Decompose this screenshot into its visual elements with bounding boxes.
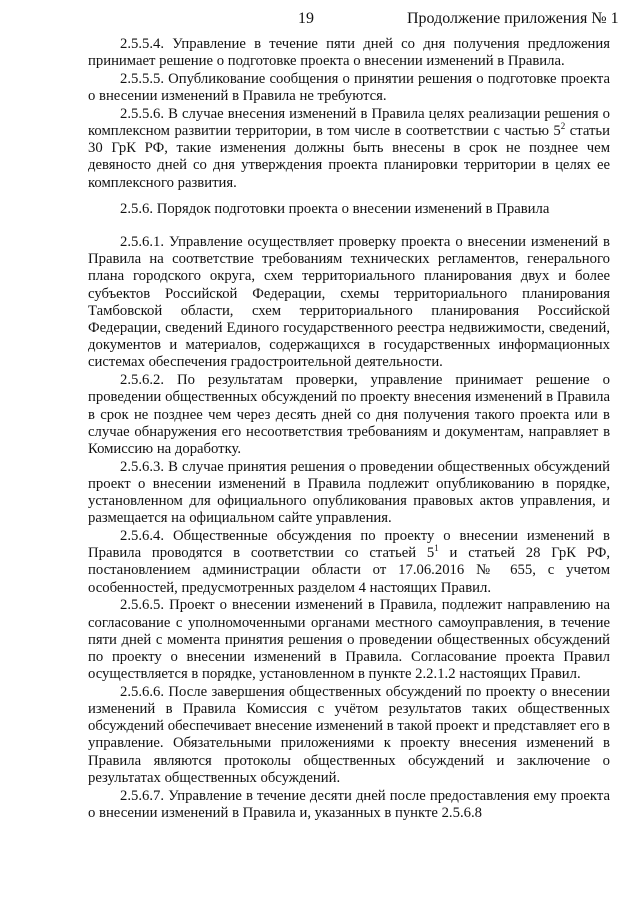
document-body — [88, 36, 610, 822]
section-heading-2-5-6: 2.5.6. Порядок подготовки проекта о внесении изменений в Правила — [120, 200, 550, 217]
paragraph-2-5-6-4-text-b: и статьей 28 ГрК РФ, постановлением администрации области от 17.06.2016 № 655, с учетом особенностей, предусмотренных разделом 4 настоящих Правил. — [88, 545, 610, 596]
paragraph-2-5-6-7: 2.5.6.7. Управление в течение десяти дней после предоставления ему проекта о внесении изменений в Правила и, указанных в пункте 2.5.6.8 — [88, 787, 610, 821]
paragraph-2-5-5-6 — [88, 106, 610, 192]
paragraph-2-5-6-3: 2.5.6.3. В случае принятия решения о проведении общественных обсуждений проект о внесении изменений в Правила подлежит опубликованию в порядке, установленном для официального опубликования правовых актов управления, и размещается на официальном сайте управления. — [88, 458, 610, 527]
paragraph-2-5-6-5: 2.5.6.5. Проект о внесении изменений в Правила, подлежит направлению на согласование с уполномоченными органами местного самоуправления, в течение пяти дней с момента принятия решения о проведении общественных обсуждений по проекту о внесении изменений в Правила. Согласование проекта Правил осуществляется в порядке, установленном в пункте 2.2.1.2 настоящих Правил. — [88, 597, 610, 683]
paragraph-2-5-6-4 — [88, 528, 610, 597]
page-number: 19 — [298, 10, 314, 27]
paragraph-2-5-6-1: 2.5.6.1. Управление осуществляет проверку проекта о внесении изменений в Правила на соответствие требованиям технических регламентов, генерального плана городского округа, схем территориального планирования двух и более субъектов Российской Федерации, схемы территориального планирования Тамбовской области, схем территориального планирования Российской Федерации, сведений Единого государственного реестра недвижимости, сведений, документов и материалов, содержащихся в государственных информационных системах обеспечения градостроительной деятельности. — [88, 234, 610, 371]
paragraph-2-5-6-2: 2.5.6.2. По результатам проверки, управление принимает решение о проведении общественных обсуждений по проекту внесения изменений в Правила в срок не позднее чем через десять дней со дня получения такого проекта или в случае обнаружения его несоответствия требованиям и документам, направляет в Комиссию на доработку. — [88, 372, 610, 457]
paragraph-2-5-5-6-text-b: статьи 30 ГрК РФ, такие изменения должны быть внесены в срок не позднее чем девяносто дней со дня утверждения проекта планировки территории в целях ее комплексного развития. — [88, 123, 610, 191]
paragraph-2-5-6-4-text-a: 2.5.6.4. Общественные обсуждения по проекту о внесении изменений в Правила проводятся в соответствии со статьей 5 — [88, 527, 610, 562]
superscript-2: 2 — [560, 121, 566, 132]
paragraph-2-5-5-4: 2.5.5.4. Управление в течение пяти дней со дня получения предложения принимает решение о подготовке проекта о внесении изменений в Правила. — [88, 36, 610, 70]
paragraph-2-5-5-6-text-a: 2.5.5.6. В случае внесения изменений в Правила целях реализации решения о комплексном развитии территории, в том числе в соответствии с частью 5 — [88, 105, 610, 140]
paragraph-2-5-6-6: 2.5.6.6. После завершения общественных обсуждений по проекту о внесении изменений в Правила Комиссия с учётом результатов таких общественных обсуждений обеспечивает внесение изменений в такой проект и представляет его в управление. Обязательными приложениями к проекту внесения изменений в Правила являются протоколы общественных обсуждений и заключение о результатах общественных обсуждений. — [88, 683, 610, 786]
superscript-1: 1 — [434, 543, 439, 554]
paragraph-2-5-5-5: 2.5.5.5. Опубликование сообщения о принятии решения о подготовке проекта о внесении изменений в Правила не требуются. — [88, 70, 610, 105]
appendix-note: Продолжение приложения № 1 — [407, 10, 619, 27]
